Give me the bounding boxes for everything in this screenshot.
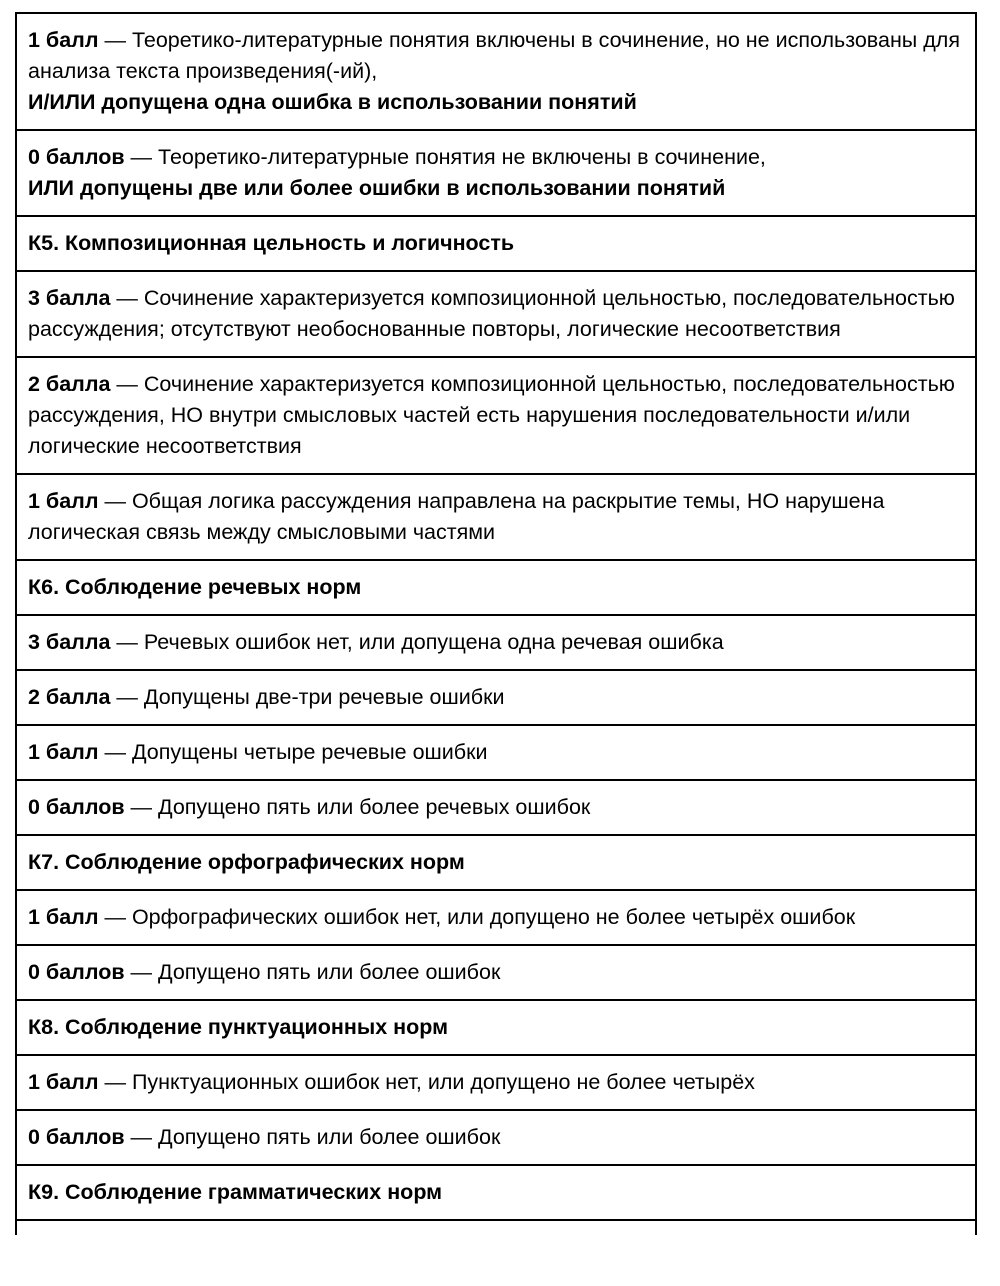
criterion-header-cell [16, 216, 976, 271]
score-description: Общая логика рассуждения направлена на раскрытие темы, НО нарушена логическая связь между смысловыми частями [28, 489, 885, 544]
criterion-score-cell [16, 725, 976, 780]
score-description: Сочинение характеризуется композиционной цельностью, последовательностью рассуждения, НО внутри смысловых частей есть нарушения последовательности и/или логические несоответствия [28, 372, 955, 458]
criterion-header-cell [16, 560, 976, 615]
criterion-score-cell [16, 1110, 976, 1165]
score-emphasis: ИЛИ допущены две или более ошибки в использовании понятий [28, 176, 726, 200]
score-emphasis: И/ИЛИ допущена одна ошибка в использовании понятий [28, 90, 637, 114]
score-description: Допущено пять или более речевых ошибок [158, 795, 591, 819]
table-row [16, 357, 976, 474]
criterion-score-cell [16, 890, 976, 945]
criterion-header-cell [16, 835, 976, 890]
table-row [16, 560, 976, 615]
criterion-title: К8. Соблюдение пунктуационных норм [28, 1015, 448, 1039]
score-description: Допущено пять или более ошибок [158, 960, 501, 984]
score-dash: — [110, 685, 144, 709]
score-dash: — [98, 489, 132, 513]
score-dash: — [98, 740, 132, 764]
criterion-title: К6. Соблюдение речевых норм [28, 575, 362, 599]
score-label: 1 балл [28, 28, 99, 52]
criterion-score-cell [16, 945, 976, 1000]
score-dash: — [124, 960, 159, 984]
score-dash: — [124, 795, 159, 819]
score-description: Теоретико-литературные понятия не включены в сочинение, [158, 145, 766, 169]
table-row [16, 945, 976, 1000]
score-dash: — [110, 286, 144, 310]
score-label: 0 баллов [28, 1125, 125, 1149]
criterion-score-cell [16, 474, 976, 560]
table-row [16, 271, 976, 357]
criterion-header-cell [16, 1000, 976, 1055]
table-row [16, 130, 976, 216]
table-row [16, 1055, 976, 1110]
criterion-score-cell [16, 670, 976, 725]
table-row [16, 835, 976, 890]
score-dash: — [98, 905, 132, 929]
score-label: 2 балла [28, 685, 111, 709]
criterion-header-cell [16, 1165, 976, 1220]
score-label: 1 балл [28, 489, 99, 513]
score-label: 3 балла [28, 630, 111, 654]
score-description: Допущены четыре речевые ошибки [131, 740, 488, 764]
empty-cell [16, 1220, 976, 1235]
score-dash: — [98, 28, 132, 52]
criterion-title: К5. Композиционная цельность и логичность [28, 231, 515, 255]
table-row-cutoff [16, 1220, 976, 1235]
score-label: 0 баллов [28, 795, 125, 819]
score-label: 0 баллов [28, 960, 125, 984]
score-description: Орфографических ошибок нет, или допущено не более четырёх ошибок [131, 905, 856, 929]
score-dash: — [110, 372, 144, 396]
score-description: Речевых ошибок нет, или допущена одна речевая ошибка [143, 630, 724, 654]
score-description: Допущены две-три речевые ошибки [143, 685, 505, 709]
score-label: 1 балл [28, 1070, 99, 1094]
score-dash: — [110, 630, 144, 654]
score-dash: — [124, 145, 159, 169]
score-description: Сочинение характеризуется композиционной цельностью, последовательностью рассуждения; отсутствуют необоснованные повторы, логические несоответствия [28, 286, 955, 341]
table-row [16, 615, 976, 670]
criterion-score-cell [16, 271, 976, 357]
criterion-score-cell [16, 357, 976, 474]
score-label: 1 балл [28, 740, 99, 764]
table-row [16, 780, 976, 835]
table-row [16, 474, 976, 560]
table-row [16, 1110, 976, 1165]
score-dash: — [98, 1070, 132, 1094]
score-label: 1 балл [28, 905, 99, 929]
table-row [16, 13, 976, 130]
table-row [16, 1165, 976, 1220]
score-description: Допущено пять или более ошибок [158, 1125, 501, 1149]
criteria-table [15, 12, 977, 1235]
criterion-title: К9. Соблюдение грамматических норм [28, 1180, 443, 1204]
criterion-score-cell [16, 130, 976, 216]
criteria-table-body [16, 13, 976, 1235]
criterion-score-cell [16, 1055, 976, 1110]
score-label: 3 балла [28, 286, 111, 310]
table-row [16, 890, 976, 945]
score-dash: — [124, 1125, 159, 1149]
score-description: Теоретико-литературные понятия включены в сочинение, но не использованы для анализа текста произведения(-ий), [28, 28, 960, 83]
table-row [16, 725, 976, 780]
score-label: 2 балла [28, 372, 111, 396]
table-row [16, 670, 976, 725]
score-label: 0 баллов [28, 145, 125, 169]
criterion-score-cell [16, 780, 976, 835]
criterion-score-cell [16, 13, 976, 130]
criterion-title: К7. Соблюдение орфографических норм [28, 850, 465, 874]
table-row [16, 216, 976, 271]
criterion-score-cell [16, 615, 976, 670]
table-row [16, 1000, 976, 1055]
score-description: Пунктуационных ошибок нет, или допущено не более четырёх [131, 1070, 755, 1094]
